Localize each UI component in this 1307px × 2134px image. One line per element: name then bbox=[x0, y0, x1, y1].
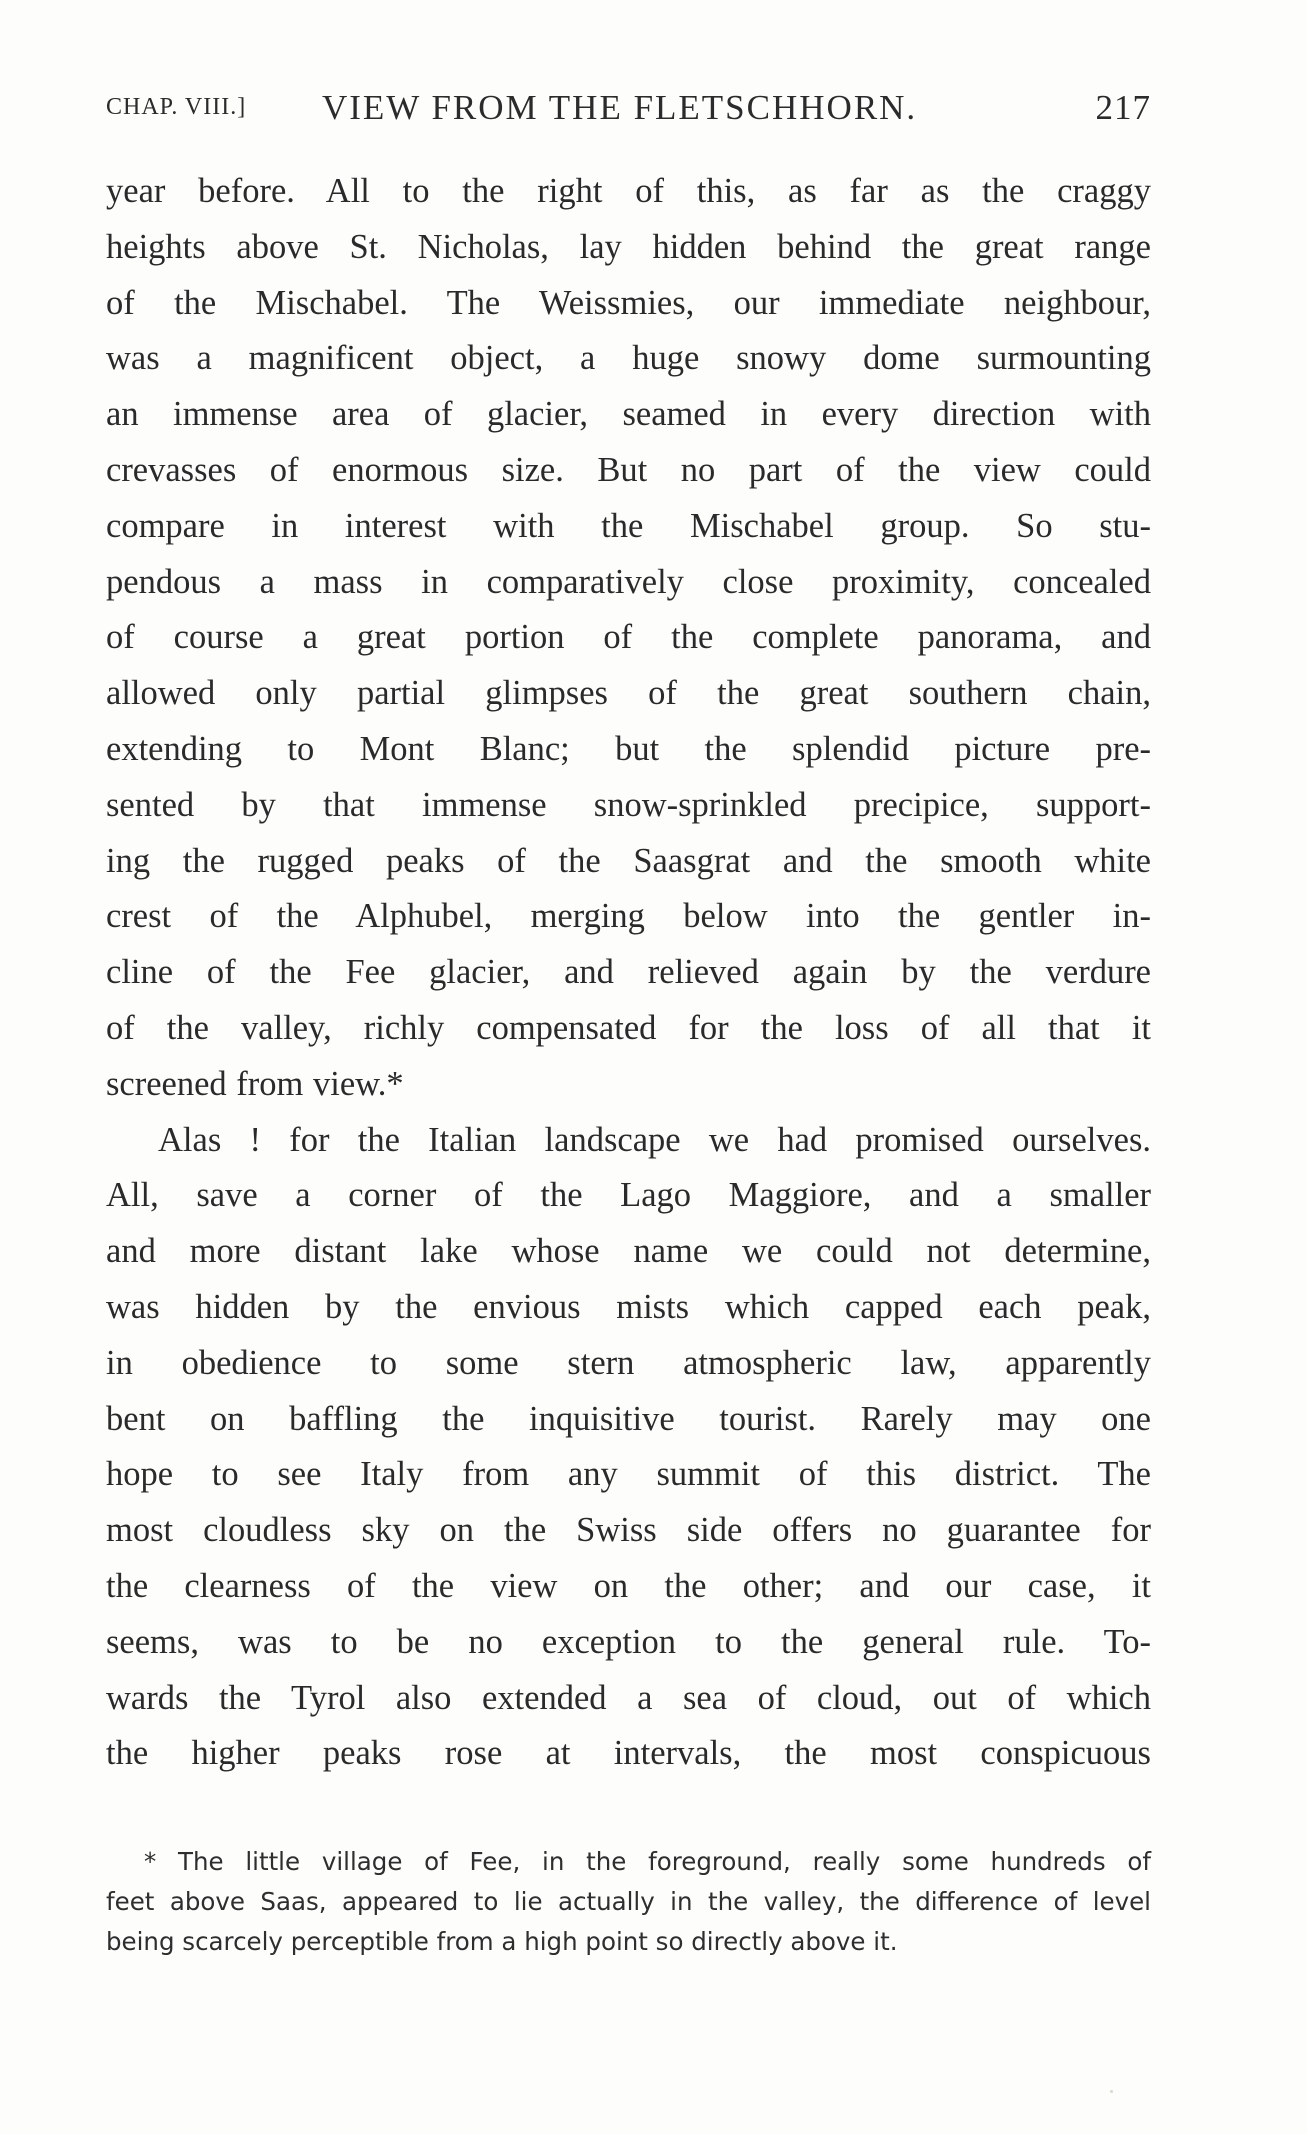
text-line: heights above St. Nicholas, lay hidden behind the great range bbox=[106, 227, 1151, 266]
text-line: the clearness of the view on the other; and our case, it bbox=[106, 1566, 1151, 1605]
text-line: the higher peaks rose at intervals, the most conspicuous bbox=[106, 1734, 1151, 1773]
running-header bbox=[106, 88, 1151, 138]
text-line: in obedience to some stern atmospheric law, apparently bbox=[106, 1343, 1151, 1382]
footnote-line: feet above Saas, appeared to lie actually in the valley, the difference of level bbox=[106, 1887, 1151, 1916]
paragraph-start-line: Alas ! for the Italian landscape we had promised ourselves. bbox=[158, 1120, 1151, 1159]
text-line: extending to Mont Blanc; but the splendid picture pre- bbox=[106, 729, 1151, 768]
chapter-reference: CHAP. VIII.] bbox=[106, 94, 247, 120]
page-number: 217 bbox=[1095, 88, 1151, 127]
text-line: most cloudless sky on the Swiss side offers no guarantee for bbox=[106, 1511, 1151, 1550]
text-line: crevasses of enormous size. But no part of the view could bbox=[106, 450, 1151, 489]
main-text bbox=[106, 164, 1151, 1782]
footnote bbox=[106, 1842, 1151, 1962]
text-line: was hidden by the envious mists which capped each peak, bbox=[106, 1287, 1151, 1326]
text-line: seems, was to be no exception to the general rule. To- bbox=[106, 1622, 1151, 1661]
text-line: crest of the Alphubel, merging below into the gentler in- bbox=[106, 897, 1151, 936]
text-line: wards the Tyrol also extended a sea of cloud, out of which bbox=[106, 1678, 1151, 1717]
text-line: of the valley, richly compensated for the loss of all that it bbox=[106, 1008, 1151, 1047]
text-line: was a magnificent object, a huge snowy dome surmounting bbox=[106, 339, 1151, 378]
text-line: hope to see Italy from any summit of this district. The bbox=[106, 1455, 1151, 1494]
paragraph-end-line: screened from view.* bbox=[106, 1064, 404, 1103]
text-line: of the Mischabel. The Weissmies, our immediate neighbour, bbox=[106, 283, 1151, 322]
text-line: ing the rugged peaks of the Saasgrat and the smooth white bbox=[106, 841, 1151, 880]
text-line: year before. All to the right of this, as far as the craggy bbox=[106, 172, 1151, 210]
text-line: and more distant lake whose name we could not determine, bbox=[106, 1232, 1151, 1271]
running-title: VIEW FROM THE FLETSCHHORN. bbox=[322, 88, 918, 127]
text-line: sented by that immense snow-sprinkled precipice, support- bbox=[106, 785, 1151, 824]
text-line: pendous a mass in comparatively close proximity, concealed bbox=[106, 562, 1151, 601]
text-line: cline of the Fee glacier, and relieved again by the verdure bbox=[106, 953, 1151, 992]
text-line: an immense area of glacier, seamed in every direction with bbox=[106, 395, 1151, 434]
footnote-line: * The little village of Fee, in the foreground, really some hundreds of bbox=[144, 1847, 1151, 1876]
paper-speck bbox=[1110, 2090, 1113, 2093]
text-line: bent on baffling the inquisitive tourist. Rarely may one bbox=[106, 1399, 1151, 1438]
text-line: of course a great portion of the complete panorama, and bbox=[106, 618, 1151, 657]
footnote-line: being scarcely perceptible from a high point so directly above it. bbox=[106, 1927, 898, 1956]
text-line: compare in interest with the Mischabel group. So stu- bbox=[106, 506, 1151, 545]
text-line: allowed only partial glimpses of the great southern chain, bbox=[106, 674, 1151, 713]
text-line: All, save a corner of the Lago Maggiore, and a smaller bbox=[106, 1176, 1151, 1215]
